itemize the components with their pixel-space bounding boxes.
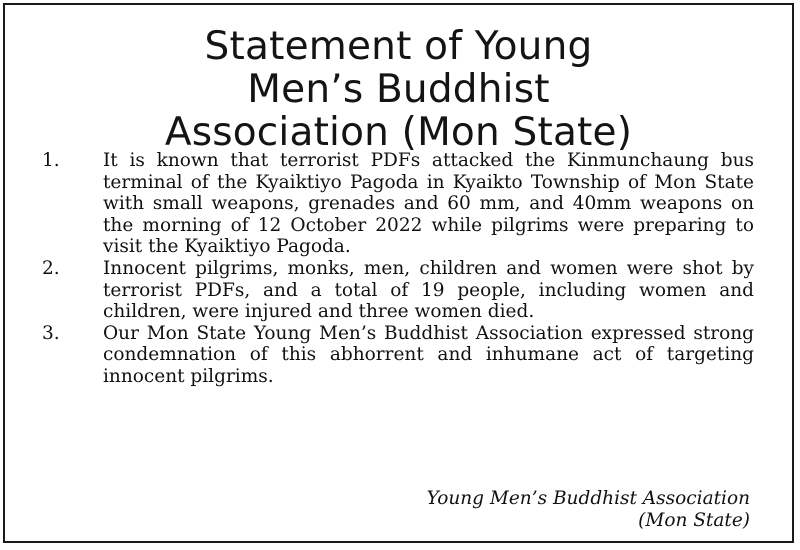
- title-line-1: Statement of Young: [204, 24, 593, 69]
- item-number: 2.: [42, 257, 60, 279]
- item-number: 3.: [42, 322, 60, 344]
- statement-title: [5, 25, 792, 154]
- statement-items: [42, 150, 754, 388]
- statement-item: [42, 258, 754, 323]
- signature: [427, 488, 750, 532]
- item-text: Innocent pilgrims, monks, men, children and women were shot by terrorist PDFs, and a total of 19 people, including women and children, were injured and three women died.: [103, 257, 754, 323]
- item-text: It is known that terrorist PDFs attacked the Kinmunchaung bus terminal of the Kyaiktiyo Pagoda in Kyaikto Township of Mon State with small weapons, grenades and 60 mm, and 40mm weapons on the morning of 12 October 2022 while pilgrims were preparing to visit the Kyaiktiyo Pagoda.: [103, 150, 754, 258]
- item-number: 1.: [42, 150, 60, 171]
- signature-line-1: Young Men’s Buddhist Association: [426, 488, 750, 509]
- item-text: Our Mon State Young Men’s Buddhist Association expressed strong condemnation of this abhorrent and inhumane act of targeting innocent pilgrims.: [103, 322, 754, 387]
- title-line-2: Men’s Buddhist: [247, 67, 550, 112]
- statement-item: [42, 323, 754, 388]
- signature-line-2: (Mon State): [638, 510, 750, 531]
- statement-item: [42, 150, 754, 258]
- title-line-3: Association (Mon State): [164, 110, 633, 155]
